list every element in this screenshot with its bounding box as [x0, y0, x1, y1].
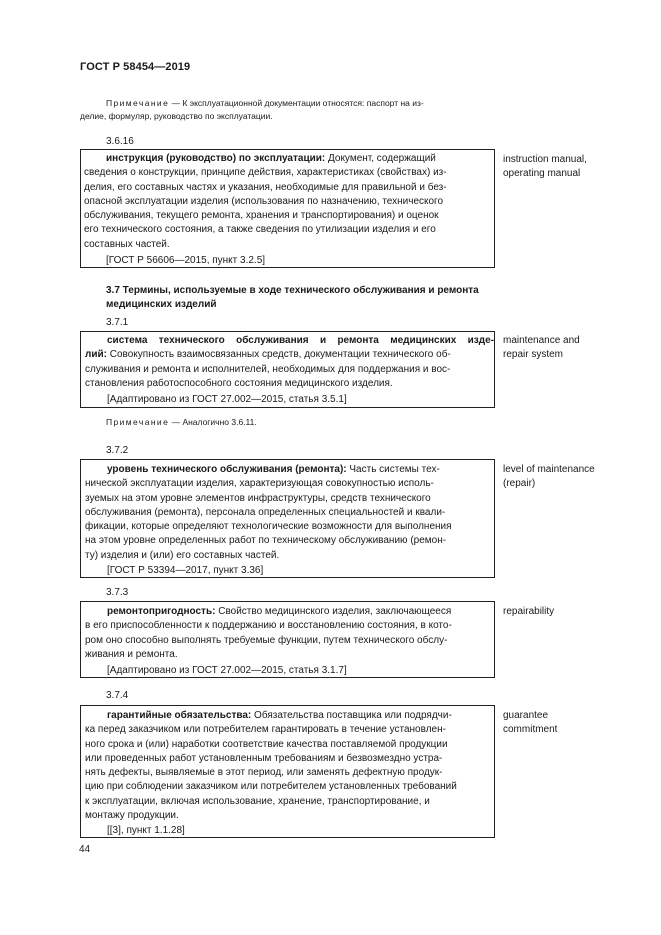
document-header: ГОСТ Р 58454—2019	[80, 61, 191, 73]
section-heading: 3.7 Термины, используемые в ходе технического обслуживания и ремонта медицинских изделий	[106, 285, 479, 310]
term-entry	[80, 601, 495, 678]
term-number: 3.7.3	[106, 587, 129, 598]
english-term: repairability	[503, 606, 555, 617]
term-title: инструкция (руководство) по эксплуатации:	[106, 153, 326, 164]
term-entry	[80, 149, 495, 268]
english-term: guarantee commitment	[503, 710, 558, 736]
note-text-cont: делие, формуляр, руководство по эксплуатации.	[80, 110, 273, 121]
note-text: К эксплуатационной документации относятся: паспорт на из-	[182, 98, 424, 108]
term-reference: [ГОСТ Р 56606—2015, пункт 3.2.5]	[106, 255, 266, 267]
note-label: Примечание	[106, 417, 170, 427]
term-entry	[80, 459, 495, 578]
term-definition: инструкция (руководство) по эксплуатации: Документ, содержащий сведения о конструкции, принципе действия, характеристиках (свойствах) из- делия, его составных частях и указания, необходимые для правильной и без- опасной эксплуатации изделия (использования по назначению, технического обслуживания, текущего ремонта, хранения и транспортирования) и оценок его технического состояния, а также сведения по утилизации изделия и его составных частей.	[84, 153, 447, 250]
note	[80, 97, 492, 122]
term-entry	[80, 331, 495, 408]
term-reference: [Адаптировано из ГОСТ 27.002—2015, статья 3.1.7]	[107, 665, 347, 677]
page-number: 44	[79, 844, 91, 855]
term-number: 3.7.2	[106, 445, 129, 456]
english-term: level of maintenance (repair)	[503, 464, 595, 490]
term-reference: [[3], пункт 1.1.28]	[107, 825, 185, 837]
term-entry	[80, 705, 495, 838]
term-definition: гарантийные обязательства: Обязательства поставщика или подрядчи- ка перед заказчиком или потребителем гарантировать в течение установлен- ного срока и (или) наработки соответствие качества поставляемой продукции или проведенных работ установленным требованиям и безвозмездно устра- нять дефекты, выявляемые в этот период, или заменять дефектную продук- цию при соблюдении заказчиком или потребителем установленных требований к эксплуатации, включая использование, хранение, транспортирование, и монтажу продукции.	[85, 710, 457, 822]
term-reference: [ГОСТ Р 53394—2017, пункт 3.36]	[107, 565, 264, 577]
term-definition: уровень технического обслуживания (ремонта): Часть системы тех- нической эксплуатации изделия, характеризующая совокупностью исполь- зуемых на этом уровне элементов инфраструктуры, средств технического обслуживания (ремонта), персонала определенных специальностей и квали- фикации, которые определяют технологические возможности для выполнения на этом уровне определенных работ по техническому обслуживанию (ремон- ту) изделия и (или) его составных частей.	[85, 464, 452, 561]
term-title: система технического обслуживания и ремонта медицинских изде-	[107, 335, 494, 346]
term-definition: система технического обслуживания и ремонта медицинских изде- лий: Совокупность взаимосвязанных средств, документации технического об- служивания и ремонта и исполнителей, необходимых для поддержания и вос- становления работоспособного состояния медицинского изделия.	[85, 335, 494, 389]
term-definition: ремонтопригодность: Свойство медицинского изделия, заключающееся в его приспособленности к поддержанию и восстановлению состояния, в кото- ром оно способно выполнять требуемые функции, путем технического обслу- живания и ремонта.	[85, 606, 452, 660]
term-title: гарантийные обязательства:	[107, 710, 252, 721]
english-term: instruction manual, operating manual	[503, 154, 587, 180]
term-number: 3.7.1	[106, 317, 129, 328]
note-label: Примечание	[106, 98, 170, 108]
note: Примечание — Аналогично 3.6.11.	[106, 417, 257, 427]
term-number: 3.6.16	[106, 136, 134, 147]
term-number: 3.7.4	[106, 690, 129, 701]
note-line	[80, 97, 492, 110]
note-text: Аналогично 3.6.11.	[182, 417, 257, 427]
english-term: maintenance and repair system	[503, 335, 580, 361]
term-title: ремонтопригодность:	[107, 606, 216, 617]
term-reference: [Адаптировано из ГОСТ 27.002—2015, статья 3.5.1]	[107, 394, 347, 406]
note-dash: —	[169, 98, 183, 108]
term-title: уровень технического обслуживания (ремонта):	[107, 464, 347, 475]
